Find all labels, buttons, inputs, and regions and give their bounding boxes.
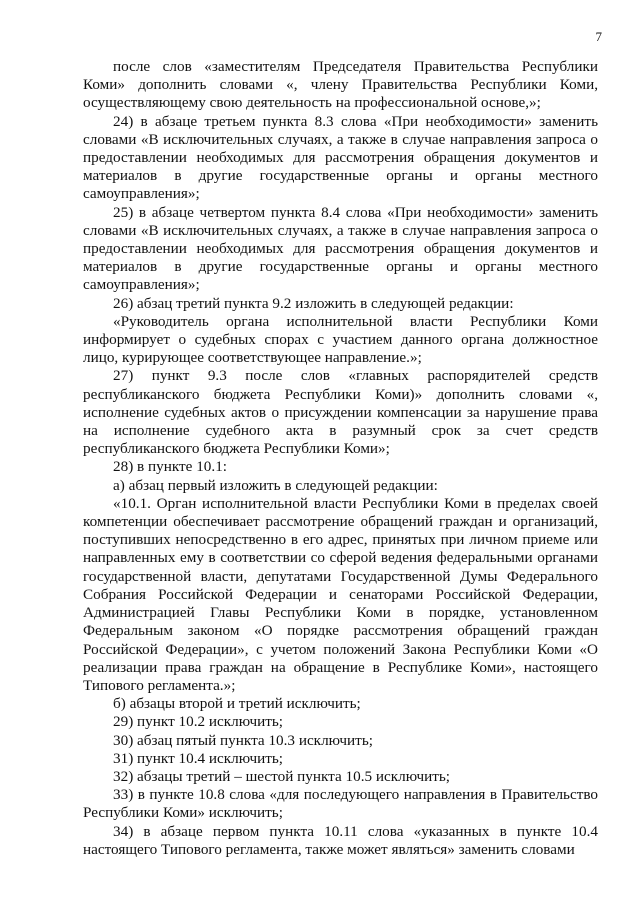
paragraph: «Руководитель органа исполнительной власти Республики Коми информирует о судебных спорах с участием данного органа должностное лицо, курирующее соответствующее направление.»; bbox=[83, 312, 598, 367]
paragraph: 29) пункт 10.2 исключить; bbox=[113, 713, 284, 731]
paragraph: б) абзацы второй и третий исключить; bbox=[113, 695, 361, 713]
paragraph: 30) абзац пятый пункта 10.3 исключить; bbox=[113, 731, 373, 749]
document-body bbox=[83, 58, 598, 859]
paragraph: 27) пункт 9.3 после слов «главных распорядителей средств республиканского бюджета Республики Коми)» дополнить словами «, исполнение судебных актов о присуждении компенсации за нарушение права на исполнение судебного акта в разумный срок за счет средств республиканского бюджета Республики Коми»; bbox=[83, 367, 598, 458]
paragraph: 31) пункт 10.4 исключить; bbox=[113, 749, 284, 767]
page-number: 7 bbox=[595, 29, 602, 44]
paragraph: 28) в пункте 10.1: bbox=[113, 458, 228, 476]
paragraph: 25) в абзаце четвертом пункта 8.4 слова «При необходимости» заменить словами «В исключительных случаях, а также в случае направления запроса о предоставлении необходимых для рассмотрения обращения документов и материалов в другие государственные органы и органы местного самоуправления»; bbox=[83, 203, 598, 294]
paragraph: после слов «заместителям Председателя Правительства Республики Коми» дополнить словами «, члену Правительства Республики Коми, осуществляющему свою деятельность на профессиональной основе,»; bbox=[83, 58, 598, 112]
paragraph: 26) абзац третий пункта 9.2 изложить в следующей редакции: bbox=[113, 294, 514, 312]
paragraph: 33) в пункте 10.8 слова «для последующего направления в Правительство Республики Коми» исключить; bbox=[83, 786, 598, 822]
paragraph: а) абзац первый изложить в следующей редакции: bbox=[113, 476, 438, 494]
paragraph: «10.1. Орган исполнительной власти Республики Коми в пределах своей компетенции обеспечивает рассмотрение обращений граждан и организаций, поступивших непосредственно в его адрес, принятых при личном приеме или направленных ему в соответствии со сферой ведения федеральными органами государственной власти, депутатами Государственной Думы Федерального Собрания Российской Федерации и сенаторами Российской Федерации, Администрацией Главы Республики Коми в порядке, установленном Федеральным законом «О порядке рассмотрения обращений граждан Российской Федерации», с учетом положений Закона Республики Коми «О реализации права граждан на обращение в Республике Коми», настоящего Типового регламента.»; bbox=[83, 494, 598, 694]
paragraph: 24) в абзаце третьем пункта 8.3 слова «При необходимости» заменить словами «В исключительных случаях, а также в случае направления запроса о предоставлении необходимых для рассмотрения обращения документов и материалов в другие государственные органы и органы местного самоуправления»; bbox=[83, 112, 598, 203]
paragraph: 32) абзацы третий – шестой пункта 10.5 исключить; bbox=[113, 767, 451, 785]
paragraph: 34) в абзаце первом пункта 10.11 слова «указанных в пункте 10.4 настоящего Типового регламента, также может являться» заменить словами bbox=[83, 822, 598, 858]
